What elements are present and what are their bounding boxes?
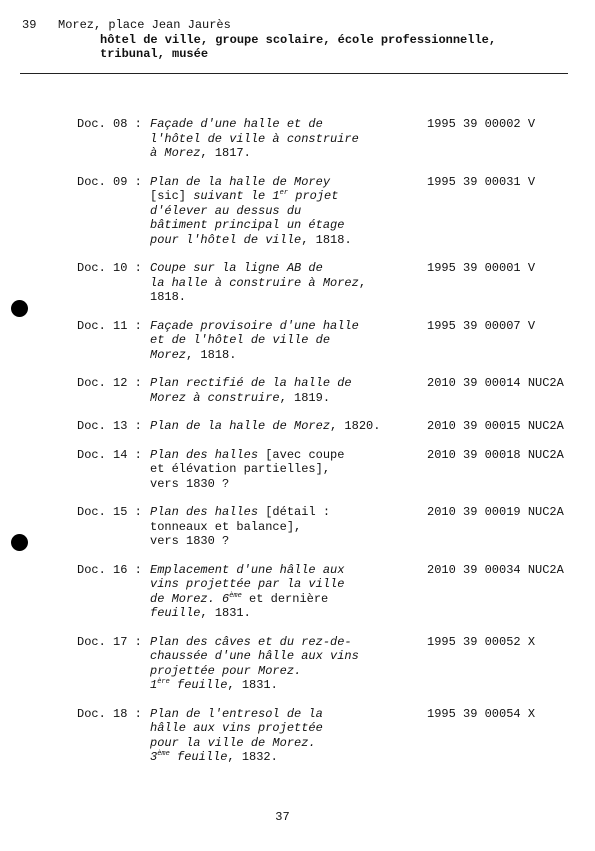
text-segment: , 1819. bbox=[279, 390, 331, 405]
doc-label: Doc. 13 : bbox=[77, 419, 142, 433]
text-segment: , 1818. bbox=[186, 347, 237, 362]
record-number: 39 bbox=[22, 18, 37, 32]
binder-hole-bottom bbox=[11, 534, 28, 551]
text-segment: bâtiment principal un étage bbox=[150, 218, 345, 232]
doc-title-line bbox=[150, 678, 427, 693]
doc-title-line bbox=[150, 477, 427, 492]
doc-title-line bbox=[150, 204, 427, 219]
text-segment: suivant le 1 bbox=[186, 189, 280, 203]
doc-title-line bbox=[150, 376, 427, 391]
text-segment: tonneaux et balance], bbox=[150, 519, 302, 534]
doc-label: Doc. 14 : bbox=[77, 447, 142, 462]
text-segment: l'hôtel de ville à construire bbox=[150, 131, 359, 146]
doc-title-line bbox=[150, 218, 427, 233]
doc-title bbox=[150, 376, 427, 405]
list-item bbox=[77, 319, 577, 363]
text-segment: Plan de la halle de Morez bbox=[150, 419, 331, 433]
list-item bbox=[77, 505, 577, 549]
doc-title-line bbox=[150, 117, 427, 132]
text-segment: pour la ville de Morez. bbox=[150, 735, 316, 750]
text-segment: projettée pour Morez. bbox=[150, 663, 302, 678]
doc-title bbox=[150, 635, 427, 693]
text-segment: à Morez bbox=[150, 146, 201, 160]
doc-title-line bbox=[150, 348, 427, 363]
page-number: 37 bbox=[275, 810, 290, 824]
doc-title-line bbox=[150, 132, 427, 147]
doc-title-line bbox=[150, 462, 427, 477]
list-item bbox=[77, 261, 577, 305]
doc-title-line bbox=[150, 635, 427, 650]
superscript: ème bbox=[157, 750, 170, 758]
doc-title-line bbox=[150, 563, 427, 578]
doc-reference: 2010 39 00034 NUC2A bbox=[427, 562, 564, 577]
doc-label: Doc. 16 : bbox=[77, 562, 142, 577]
doc-title-line bbox=[150, 419, 427, 434]
text-segment: de Morez. 6 bbox=[150, 591, 230, 606]
doc-reference: 2010 39 00019 NUC2A bbox=[427, 505, 564, 519]
text-segment: vers 1830 ? bbox=[150, 534, 230, 548]
doc-title-line bbox=[150, 750, 427, 765]
text-segment: Morez à construire bbox=[150, 390, 280, 405]
doc-label: Doc. 08 : bbox=[77, 117, 142, 131]
doc-reference: 1995 39 00054 X bbox=[427, 706, 536, 721]
text-segment: Plan de la halle de Morey bbox=[150, 174, 331, 189]
doc-label: Doc. 17 : bbox=[77, 634, 142, 649]
binder-hole-top bbox=[11, 300, 28, 317]
text-segment: , 1832. bbox=[227, 750, 278, 764]
doc-reference: 2010 39 00014 NUC2A bbox=[427, 376, 564, 390]
text-segment: feuille bbox=[169, 750, 228, 764]
doc-reference: 1995 39 00031 V bbox=[427, 174, 536, 189]
text-segment: 1818. bbox=[150, 290, 187, 304]
doc-title-line bbox=[150, 505, 427, 520]
text-segment: et élévation partielles], bbox=[150, 462, 331, 476]
doc-label: Doc. 18 : bbox=[77, 706, 142, 721]
text-segment: Plan des halles bbox=[150, 447, 259, 462]
page-header bbox=[22, 18, 582, 62]
doc-title-line bbox=[150, 189, 427, 204]
text-segment: vins projettée par la ville bbox=[150, 577, 345, 591]
doc-label: Doc. 10 : bbox=[77, 261, 142, 275]
doc-reference: 2010 39 00018 NUC2A bbox=[427, 447, 564, 462]
doc-label: Doc. 15 : bbox=[77, 505, 142, 519]
text-segment: Plan de l'entresol de la bbox=[150, 706, 323, 721]
doc-reference: 2010 39 00015 NUC2A bbox=[427, 419, 564, 433]
list-item bbox=[77, 707, 577, 765]
text-segment: Plan rectifié de la halle de bbox=[150, 376, 352, 390]
location-title: Morez, place Jean Jaurès bbox=[58, 18, 231, 32]
doc-title bbox=[150, 448, 427, 492]
doc-title-line bbox=[150, 276, 427, 291]
subtitle-line-2: tribunal, musée bbox=[100, 47, 209, 61]
text-segment: Plan des câves et du rez-de- bbox=[150, 634, 352, 649]
list-item bbox=[77, 376, 577, 405]
doc-title-line bbox=[150, 261, 427, 276]
text-segment: [détail : bbox=[258, 505, 331, 519]
text-segment: Façade provisoire d'une halle bbox=[150, 318, 359, 333]
doc-title-line bbox=[150, 319, 427, 334]
text-segment: projet bbox=[288, 189, 339, 203]
doc-reference: 1995 39 00052 X bbox=[427, 634, 536, 649]
doc-title bbox=[150, 563, 427, 621]
doc-reference: 1995 39 00007 V bbox=[427, 318, 536, 333]
subtitle-line-1: hôtel de ville, groupe scolaire, école professionnelle, bbox=[100, 32, 497, 47]
doc-title-line bbox=[150, 592, 427, 607]
text-segment: feuille bbox=[150, 606, 201, 620]
text-segment: [sic] bbox=[150, 189, 187, 203]
text-segment: et dernière bbox=[241, 591, 329, 606]
doc-title-line bbox=[150, 606, 427, 621]
text-segment: Morez bbox=[150, 347, 187, 362]
doc-title-line bbox=[150, 233, 427, 248]
text-segment: hâlle aux vins projettée bbox=[150, 721, 323, 735]
doc-title-line bbox=[150, 721, 427, 736]
text-segment: , 1817. bbox=[200, 146, 251, 160]
doc-title-line bbox=[150, 664, 427, 679]
doc-reference: 1995 39 00002 V bbox=[427, 117, 536, 131]
text-segment: , 1831. bbox=[227, 678, 278, 692]
doc-title-line bbox=[150, 333, 427, 348]
doc-title-line bbox=[150, 736, 427, 751]
text-segment: 3 bbox=[150, 750, 158, 764]
doc-title-line bbox=[150, 520, 427, 535]
text-segment: feuille bbox=[169, 678, 228, 692]
doc-title-line bbox=[150, 290, 427, 305]
text-segment: , 1818. bbox=[301, 232, 352, 247]
list-item bbox=[77, 563, 577, 621]
doc-title bbox=[150, 117, 427, 161]
text-segment: et de l'hôtel de ville de bbox=[150, 333, 331, 347]
doc-label: Doc. 09 : bbox=[77, 174, 142, 189]
superscript: er bbox=[279, 189, 289, 197]
text-segment: [avec coupe bbox=[258, 447, 345, 462]
list-item bbox=[77, 175, 577, 248]
doc-title-line bbox=[150, 707, 427, 722]
doc-title bbox=[150, 261, 427, 305]
superscript: ère bbox=[157, 678, 170, 686]
doc-title-line bbox=[150, 448, 427, 463]
doc-title-line bbox=[150, 391, 427, 406]
doc-title-line bbox=[150, 534, 427, 549]
doc-title bbox=[150, 419, 427, 434]
text-segment: chaussée d'une hâlle aux vins bbox=[150, 649, 359, 663]
text-segment: vers 1830 ? bbox=[150, 476, 230, 491]
doc-title-line bbox=[150, 175, 427, 190]
doc-reference: 1995 39 00001 V bbox=[427, 261, 536, 275]
text-segment: Emplacement d'une hâlle aux bbox=[150, 562, 345, 577]
doc-label: Doc. 12 : bbox=[77, 376, 142, 390]
text-segment: Coupe sur la ligne AB de bbox=[150, 261, 323, 275]
text-segment: , 1820. bbox=[330, 419, 381, 433]
doc-title bbox=[150, 505, 427, 549]
list-item bbox=[77, 635, 577, 693]
header-divider bbox=[20, 73, 568, 74]
list-item bbox=[77, 448, 577, 492]
document-list bbox=[77, 117, 577, 765]
doc-title bbox=[150, 175, 427, 248]
text-segment: Plan des halles bbox=[150, 505, 259, 519]
list-item bbox=[77, 419, 577, 434]
text-segment: , 1831. bbox=[200, 606, 251, 620]
list-item bbox=[77, 117, 577, 161]
doc-title-line bbox=[150, 146, 427, 161]
doc-title bbox=[150, 707, 427, 765]
text-segment: Façade d'une halle et de bbox=[150, 117, 323, 131]
text-segment: la halle à construire à Morez bbox=[150, 275, 359, 290]
doc-label: Doc. 11 : bbox=[77, 318, 142, 333]
superscript: ème bbox=[229, 591, 242, 600]
doc-title-line bbox=[150, 649, 427, 664]
doc-title-line bbox=[150, 577, 427, 592]
doc-title bbox=[150, 319, 427, 363]
text-segment: d'élever au dessus du bbox=[150, 203, 302, 218]
text-segment: pour l'hôtel de ville bbox=[150, 232, 302, 247]
text-segment: 1 bbox=[150, 678, 158, 692]
text-segment: , bbox=[358, 275, 367, 290]
